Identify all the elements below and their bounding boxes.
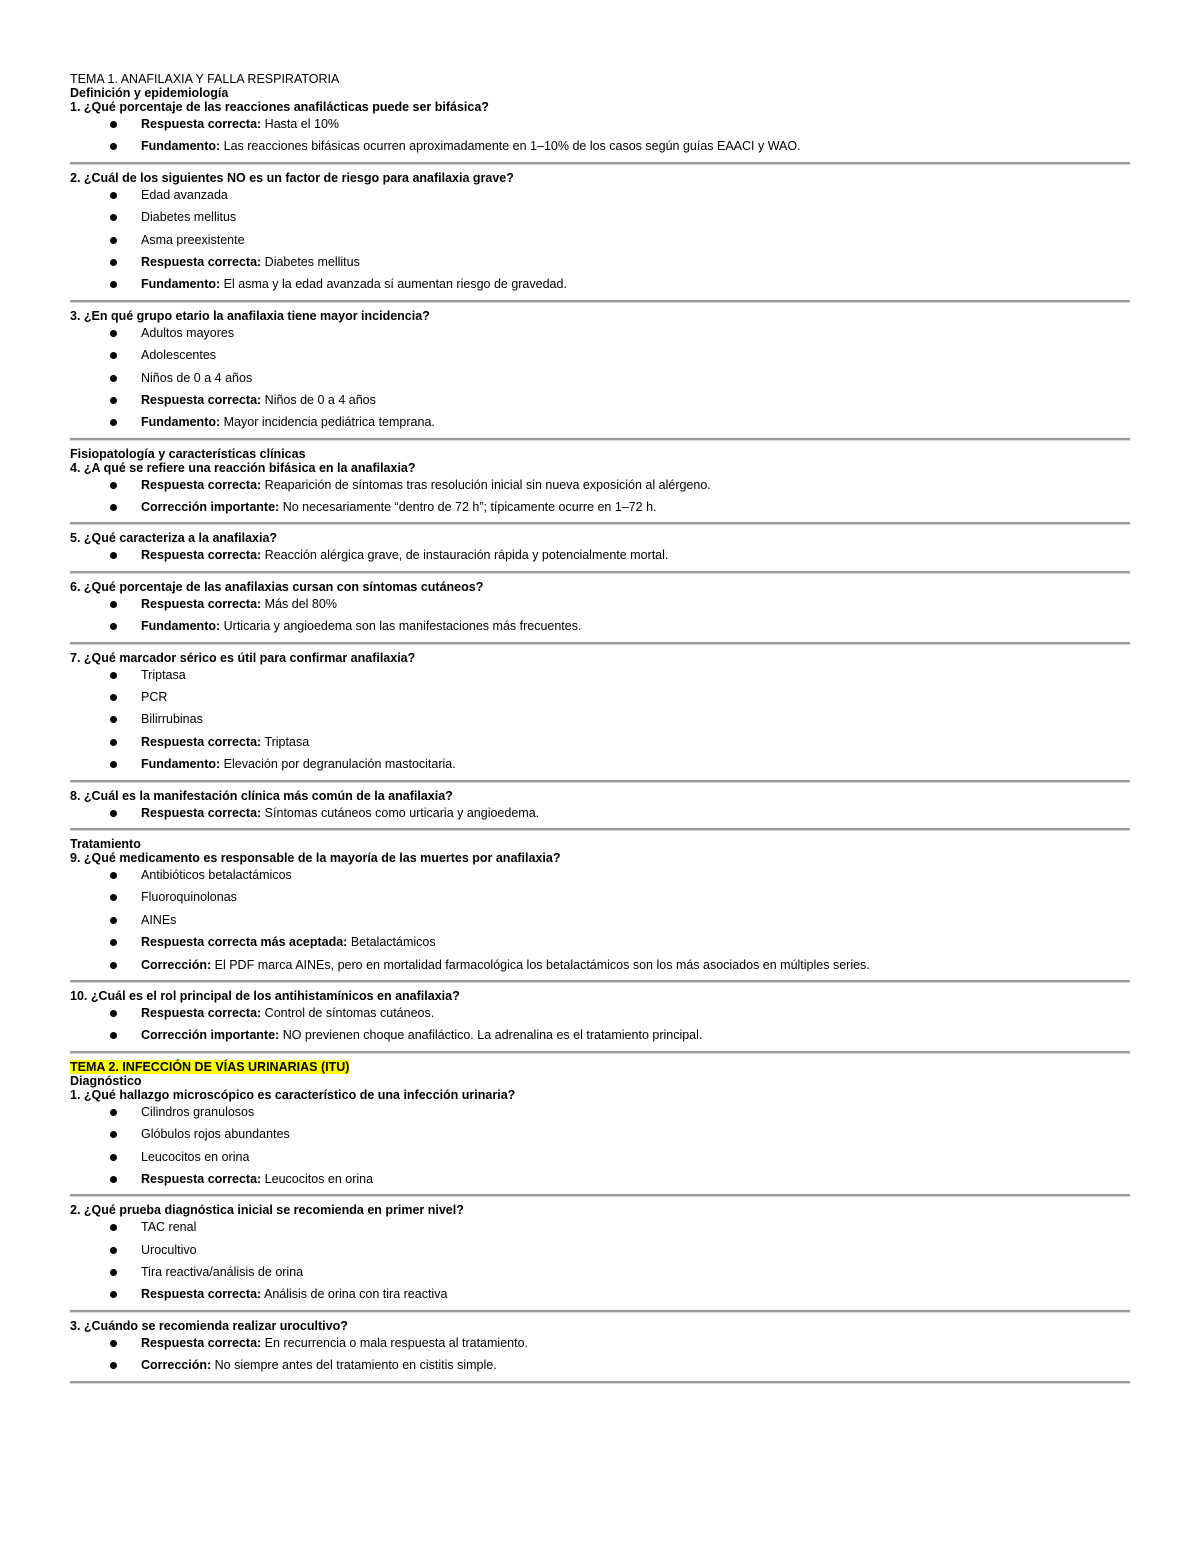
bullet-icon (110, 1269, 117, 1276)
bullet-icon (110, 259, 117, 266)
list-item (70, 255, 1130, 270)
item-text: Triptasa (141, 667, 186, 682)
bullet-icon (110, 192, 117, 199)
list-item (70, 1220, 1130, 1235)
separator-line (70, 1310, 1130, 1313)
separator-line (70, 162, 1130, 165)
question-block (70, 851, 1130, 983)
item-text: Mayor incidencia pediátrica temprana. (220, 415, 435, 430)
item-text: Urticaria y angioedema son las manifestaciones más frecuentes. (220, 619, 582, 634)
bullet-icon (110, 1131, 117, 1138)
item-text: Adolescentes (141, 348, 217, 363)
item-text: Las reacciones bifásicas ocurren aproximadamente en 1–10% de los casos según guías EAACI y WAO. (220, 139, 801, 154)
option-list (70, 117, 1130, 154)
separator-line (70, 1194, 1130, 1197)
list-item (70, 1105, 1130, 1120)
item-label: Respuesta correcta: (141, 734, 262, 749)
question-block (70, 1319, 1130, 1384)
list-item (70, 712, 1130, 727)
list-item (70, 1358, 1130, 1373)
list-item (70, 371, 1130, 386)
bullet-icon (110, 397, 117, 404)
item-text: Hasta el 10% (261, 117, 340, 131)
item-label: Respuesta correcta: (141, 548, 262, 563)
item-text: Más del 80% (261, 596, 337, 611)
item-text: TAC renal (141, 1220, 197, 1235)
list-item (70, 548, 1130, 563)
question-text: 2. ¿Qué prueba diagnóstica inicial se recomienda en primer nivel? (70, 1203, 464, 1218)
question-block (70, 461, 1130, 526)
bullet-icon (110, 716, 117, 723)
bullet-icon (110, 1154, 117, 1161)
bullet-icon (110, 1032, 117, 1039)
bullet-icon (110, 939, 117, 946)
bullet-icon (110, 672, 117, 679)
option-list (70, 806, 1130, 821)
item-label: Corrección importante: (141, 500, 280, 515)
option-list (70, 1105, 1130, 1187)
option-list (70, 1336, 1130, 1373)
bullet-icon (110, 1224, 117, 1231)
item-text: Reaparición de síntomas tras resolución inicial sin nueva exposición al alérgeno. (261, 477, 711, 492)
item-text: No siempre antes del tratamiento en cistitis simple. (211, 1358, 497, 1373)
bullet-icon (110, 1109, 117, 1116)
list-item (70, 690, 1130, 705)
section (70, 86, 1130, 441)
question-block (70, 100, 1130, 165)
topic-1 (70, 72, 1130, 1054)
option-list (70, 478, 1130, 515)
bullet-icon (110, 237, 117, 244)
item-text: Glóbulos rojos abundantes (141, 1127, 290, 1142)
bullet-icon (110, 917, 117, 924)
section (70, 837, 1130, 1054)
list-item (70, 188, 1130, 203)
bullet-icon (110, 694, 117, 701)
question-block (70, 789, 1130, 831)
question-text: 6. ¿Qué porcentaje de las anafilaxias cursan con síntomas cutáneos? (70, 579, 484, 594)
question-text: 1. ¿Qué porcentaje de las reacciones anafilácticas puede ser bifásica? (70, 100, 489, 114)
list-item (70, 1265, 1130, 1280)
list-item (70, 913, 1130, 928)
document-content (70, 72, 1130, 1390)
topic-2-title-highlight: TEMA 2. INFECCIÓN DE VÍAS URINARIAS (ITU) (70, 1059, 350, 1074)
list-item (70, 935, 1130, 950)
list-item (70, 117, 1130, 132)
item-text: Tira reactiva/análisis de orina (141, 1265, 304, 1280)
item-text: Control de síntomas cutáneos. (261, 1005, 435, 1020)
bullet-icon (110, 1340, 117, 1347)
item-text: Betalactámicos (347, 935, 436, 950)
bullet-icon (110, 739, 117, 746)
item-text: Cilindros granulosos (141, 1104, 255, 1119)
bullet-icon (110, 962, 117, 969)
list-item (70, 1172, 1130, 1187)
question-block (70, 531, 1130, 573)
item-text: NO previenen choque anafiláctico. La adrenalina es el tratamiento principal. (279, 1028, 703, 1043)
item-text: El asma y la edad avanzada sí aumentan riesgo de gravedad. (220, 277, 567, 292)
item-text: Antibióticos betalactámicos (141, 867, 292, 882)
list-item (70, 958, 1130, 973)
section-heading: Fisiopatología y características clínicas (70, 446, 306, 461)
item-text: Síntomas cutáneos como urticaria y angioedema. (261, 805, 540, 820)
bullet-icon (110, 504, 117, 511)
list-item (70, 1028, 1130, 1043)
list-item (70, 668, 1130, 683)
question-block (70, 651, 1130, 783)
list-item (70, 597, 1130, 612)
bullet-icon (110, 375, 117, 382)
list-item (70, 619, 1130, 634)
list-item (70, 757, 1130, 772)
bullet-icon (110, 214, 117, 221)
bullet-icon (110, 601, 117, 608)
item-label: Respuesta correcta: (141, 117, 262, 131)
option-list (70, 326, 1130, 431)
item-text: Bilirrubinas (141, 712, 203, 727)
topic-2 (70, 1060, 1130, 1384)
item-text: No necesariamente “dentro de 72 h”; típicamente ocurre en 1–72 h. (279, 500, 657, 515)
separator-line (70, 438, 1130, 441)
topic-2-title (70, 1060, 1130, 1074)
question-block (70, 989, 1130, 1054)
item-text: Adultos mayores (141, 325, 235, 340)
bullet-icon (110, 810, 117, 817)
topic-1-title: TEMA 1. ANAFILAXIA Y FALLA RESPIRATORIA (70, 72, 340, 86)
item-label: Fundamento: (141, 415, 221, 430)
topic-2-sections (70, 1074, 1130, 1384)
option-list (70, 1220, 1130, 1302)
section (70, 447, 1130, 831)
item-text: Urocultivo (141, 1242, 197, 1257)
question-text: 8. ¿Cuál es la manifestación clínica más común de la anafilaxia? (70, 788, 453, 803)
item-text: Fluoroquinolonas (141, 890, 237, 905)
bullet-icon (110, 872, 117, 879)
item-label: Respuesta correcta: (141, 392, 262, 407)
bullet-icon (110, 894, 117, 901)
item-text: Análisis de orina con tira reactiva (261, 1287, 448, 1302)
item-label: Respuesta correcta: (141, 477, 262, 492)
item-label: Fundamento: (141, 139, 221, 154)
list-item (70, 868, 1130, 883)
option-list (70, 1006, 1130, 1043)
bullet-icon (110, 1291, 117, 1298)
item-text: En recurrencia o mala respuesta al tratamiento. (261, 1335, 528, 1350)
list-item (70, 348, 1130, 363)
item-label: Respuesta correcta: (141, 1287, 262, 1302)
item-label: Respuesta correcta: (141, 1171, 262, 1186)
question-block (70, 580, 1130, 645)
item-text: Niños de 0 a 4 años (141, 370, 253, 385)
list-item (70, 139, 1130, 154)
list-item (70, 1150, 1130, 1165)
bullet-icon (110, 281, 117, 288)
list-item (70, 210, 1130, 225)
question-text: 2. ¿Cuál de los siguientes NO es un factor de riesgo para anafilaxia grave? (70, 170, 514, 185)
list-item (70, 735, 1130, 750)
topic-1-sections (70, 86, 1130, 1054)
list-item (70, 393, 1130, 408)
separator-line (70, 1051, 1130, 1054)
question-text: 5. ¿Qué caracteriza a la anafilaxia? (70, 531, 278, 546)
list-item (70, 890, 1130, 905)
question-block (70, 309, 1130, 441)
list-item (70, 1243, 1130, 1258)
list-item (70, 478, 1130, 493)
option-list (70, 548, 1130, 563)
question-text: 4. ¿A qué se refiere una reacción bifásica en la anafilaxia? (70, 460, 416, 475)
item-text: Diabetes mellitus (141, 210, 237, 225)
question-text: 7. ¿Qué marcador sérico es útil para confirmar anafilaxia? (70, 650, 416, 665)
question-block (70, 1203, 1130, 1313)
bullet-icon (110, 1176, 117, 1183)
item-label: Corrección: (141, 1358, 212, 1373)
bullet-icon (110, 1010, 117, 1017)
list-item (70, 806, 1130, 821)
list-item (70, 1127, 1130, 1142)
bullet-icon (110, 552, 117, 559)
separator-line (70, 1381, 1130, 1384)
option-list (70, 668, 1130, 773)
bullet-icon (110, 419, 117, 426)
separator-line (70, 300, 1130, 303)
item-label: Respuesta correcta: (141, 1005, 262, 1020)
question-text: 10. ¿Cuál es el rol principal de los antihistamínicos en anafilaxia? (70, 988, 460, 1003)
separator-line (70, 828, 1130, 831)
item-text: Asma preexistente (141, 232, 245, 247)
question-block (70, 1088, 1130, 1198)
item-label: Corrección: (141, 957, 212, 972)
separator-line (70, 980, 1130, 983)
question-text: 3. ¿En qué grupo etario la anafilaxia tiene mayor incidencia? (70, 308, 430, 323)
separator-line (70, 571, 1130, 574)
list-item (70, 233, 1130, 248)
option-list (70, 868, 1130, 973)
bullet-icon (110, 330, 117, 337)
bullet-icon (110, 121, 117, 128)
list-item (70, 1336, 1130, 1351)
option-list (70, 597, 1130, 634)
item-label: Respuesta correcta: (141, 596, 262, 611)
item-label: Fundamento: (141, 277, 221, 292)
list-item (70, 326, 1130, 341)
item-label: Fundamento: (141, 619, 221, 634)
item-label: Respuesta correcta más aceptada: (141, 935, 348, 950)
section (70, 1074, 1130, 1384)
section-heading: Tratamiento (70, 836, 141, 851)
item-label: Corrección importante: (141, 1028, 280, 1043)
list-item (70, 415, 1130, 430)
item-text: Reacción alérgica grave, de instauración rápida y potencialmente mortal. (261, 548, 669, 563)
item-text: AINEs (141, 912, 177, 927)
item-label: Respuesta correcta: (141, 254, 262, 269)
option-list (70, 188, 1130, 293)
bullet-icon (110, 482, 117, 489)
bullet-icon (110, 761, 117, 768)
question-text: 1. ¿Qué hallazgo microscópico es característico de una infección urinaria? (70, 1087, 516, 1102)
item-text: Leucocitos en orina (141, 1149, 250, 1164)
item-text: PCR (141, 690, 168, 705)
bullet-icon (110, 352, 117, 359)
item-text: Elevación por degranulación mastocitaria. (220, 757, 456, 772)
bullet-icon (110, 1362, 117, 1369)
question-block (70, 171, 1130, 303)
item-label: Fundamento: (141, 757, 221, 772)
item-text: Diabetes mellitus (261, 254, 360, 269)
item-label: Respuesta correcta: (141, 805, 262, 820)
item-label: Respuesta correcta: (141, 1335, 262, 1350)
section-heading: Definición y epidemiología (70, 86, 229, 100)
bullet-icon (110, 623, 117, 630)
list-item (70, 1287, 1130, 1302)
separator-line (70, 522, 1130, 525)
list-item (70, 500, 1130, 515)
item-text: Niños de 0 a 4 años (261, 392, 376, 407)
question-text: 3. ¿Cuándo se recomienda realizar urocultivo? (70, 1318, 348, 1333)
separator-line (70, 780, 1130, 783)
item-text: Edad avanzada (141, 187, 228, 202)
list-item (70, 1006, 1130, 1021)
separator-line (70, 642, 1130, 645)
list-item (70, 277, 1130, 292)
item-text: Leucocitos en orina (261, 1171, 374, 1186)
bullet-icon (110, 143, 117, 150)
bullet-icon (110, 1247, 117, 1254)
question-text: 9. ¿Qué medicamento es responsable de la mayoría de las muertes por anafilaxia? (70, 850, 561, 865)
item-text: Triptasa (261, 734, 310, 749)
item-text: El PDF marca AINEs, pero en mortalidad farmacológica los betalactámicos son los más asociados en múltiples series. (211, 957, 870, 972)
section-heading: Diagnóstico (70, 1073, 142, 1088)
